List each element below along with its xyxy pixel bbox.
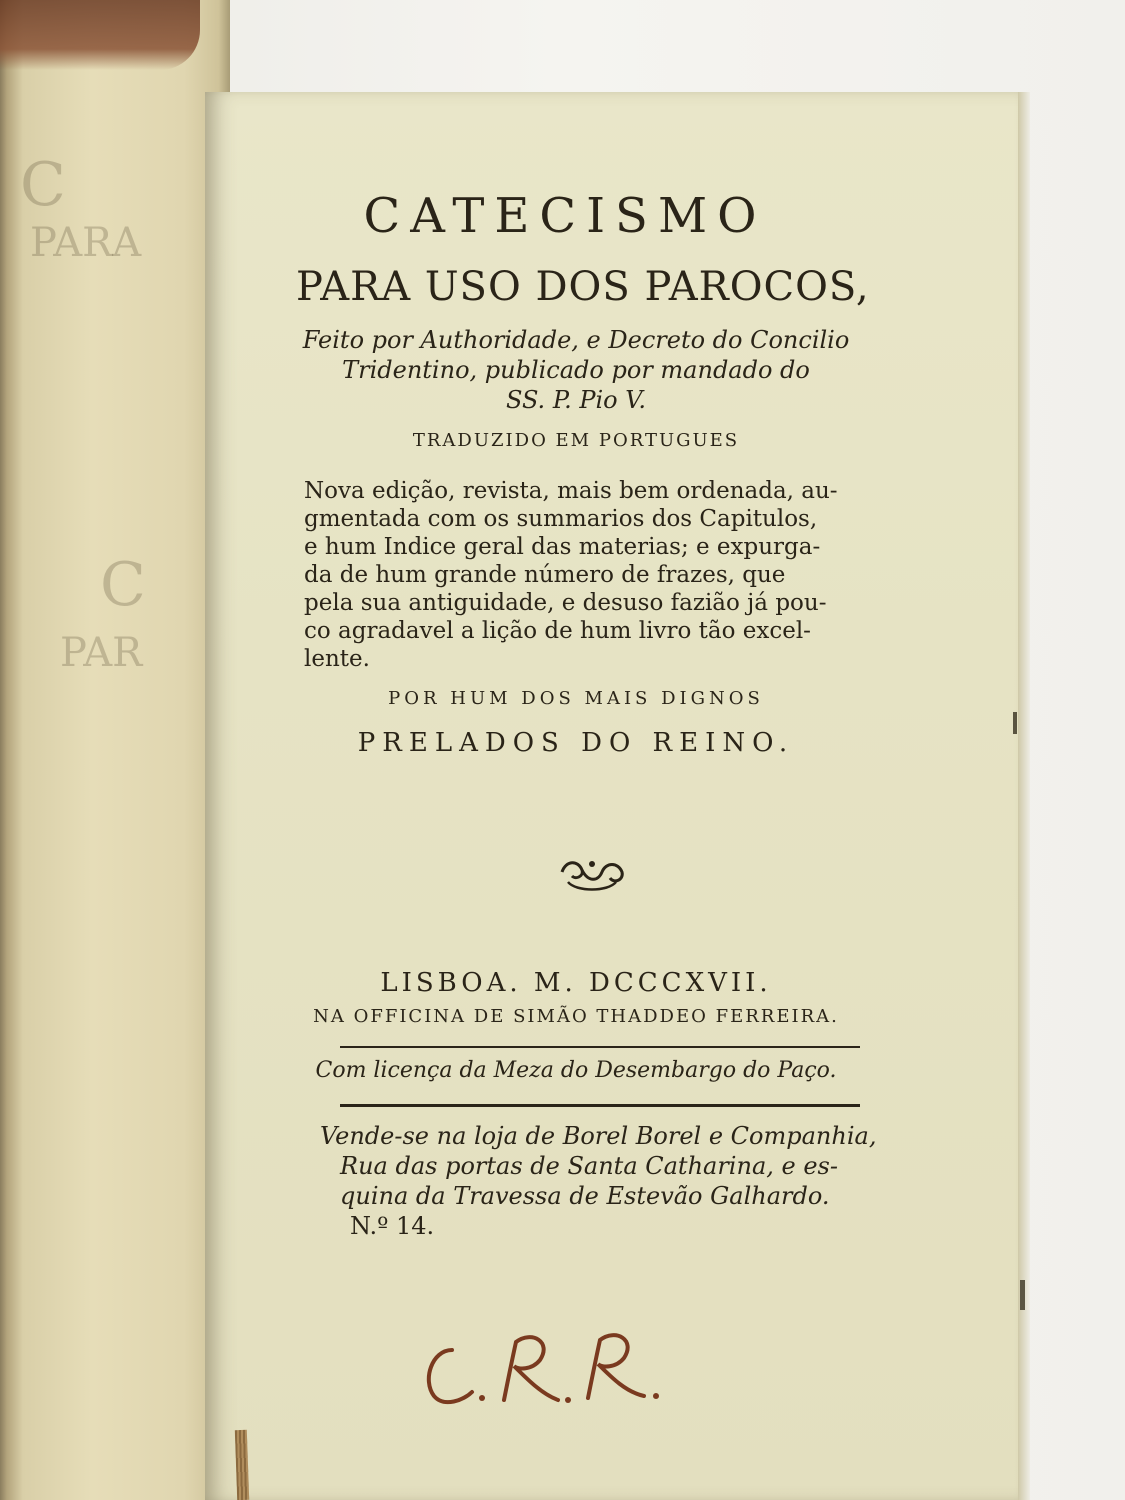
handwritten-inscription xyxy=(412,1320,672,1420)
body-line-5: pela sua antiguidade, e desuso fazião já pou- xyxy=(304,590,827,616)
body-line-1: Nova edição, revista, mais bem ordenada, au- xyxy=(304,478,838,504)
body-line-2: gmentada com os summarios dos Capitulos, xyxy=(304,506,818,532)
translation-note: TRADUZIDO EM PORTUGUES xyxy=(412,430,740,451)
bookmark-ribbon xyxy=(235,1430,249,1500)
author-line-1: POR HUM DOS MAIS DIGNOS xyxy=(388,688,764,709)
left-page-show-through: C PARA C PAR xyxy=(20,150,146,676)
imprint-printer: NA OFFICINA DE SIMÃO THADDEO FERREIRA. xyxy=(313,1006,839,1027)
book-title: CATECISMO xyxy=(363,188,767,244)
sale-line-2: Rua das portas de Santa Catharina, e es- xyxy=(340,1152,838,1180)
italic-line-3: SS. P. Pio V. xyxy=(505,386,647,414)
imprint-place-date: LISBOA. M. DCCCXVII. xyxy=(380,968,772,998)
italic-line-2: Tridentino, publicado por mandado do xyxy=(342,356,810,384)
fleuron-ornament-icon xyxy=(552,852,632,894)
sale-line-1: Vende-se na loja de Borel Borel e Companhia, xyxy=(320,1122,877,1150)
divider-rule xyxy=(340,1104,860,1107)
body-line-4: da de hum grande número de frazes, que xyxy=(304,562,786,588)
leather-binding xyxy=(0,0,200,70)
italic-line-1: Feito por Authoridade, e Decreto do Concilio xyxy=(302,326,850,354)
divider-rule xyxy=(340,1046,860,1048)
sale-line-3: quina da Travessa de Estevão Galhardo. xyxy=(340,1182,830,1210)
sale-line-4: N.º 14. xyxy=(350,1212,435,1240)
page-mark xyxy=(1020,1280,1025,1310)
page-mark xyxy=(1013,712,1017,734)
body-line-3: e hum Indice geral das materias; e expurga- xyxy=(304,534,821,560)
body-line-7: lente. xyxy=(304,646,370,672)
body-line-6: co agradavel a lição de hum livro tão excel- xyxy=(304,618,811,644)
author-line-2: PRELADOS DO REINO. xyxy=(357,728,795,758)
book-subtitle: PARA USO DOS PAROCOS, xyxy=(296,264,870,310)
imprint-license: Com licença da Meza do Desembargo do Paço. xyxy=(315,1058,837,1083)
